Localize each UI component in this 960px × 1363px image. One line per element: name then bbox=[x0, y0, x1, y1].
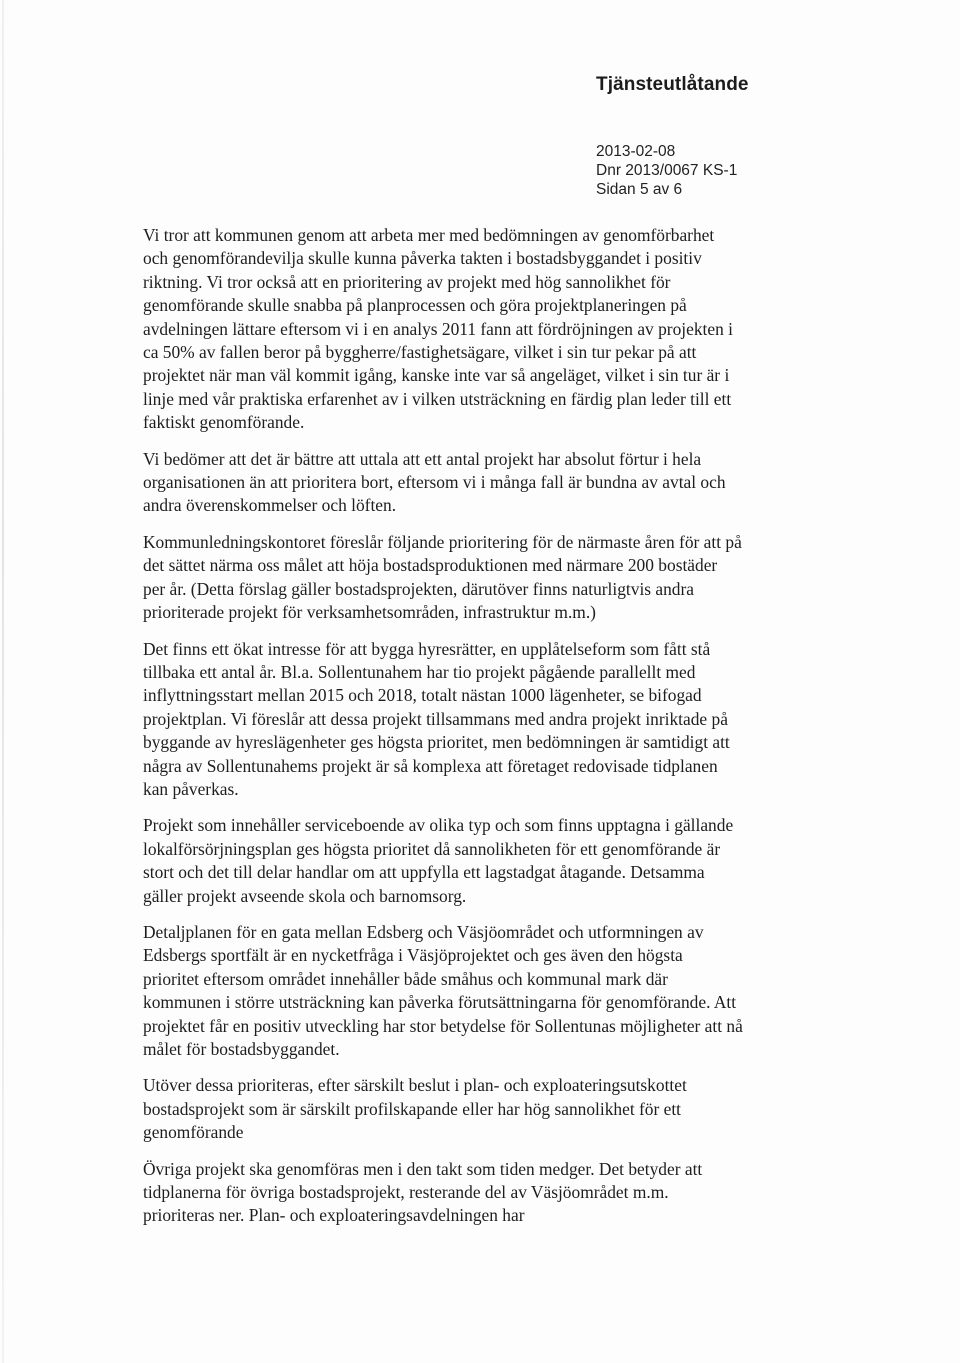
scan-edge bbox=[2, 0, 4, 1363]
document-header bbox=[596, 74, 936, 199]
document-reference-number: Dnr 2013/0067 KS-1 bbox=[596, 162, 738, 179]
paragraph: Detaljplanen för en gata mellan Edsberg och Väsjöområdet och utformningen av Edsbergs sportfält är en nycketfråga i Väsjöprojektet och ges även den högsta prioritet eftersom området innehåller både småhus och kommunal mark där kommunen i större utsträckning kan påverka förutsättningarna för genomförande. Att projektet får en positiv utveckling har stor betydelse för Sollentunas möjligheter att nå målet för bostadsbyggandet. bbox=[143, 921, 743, 1059]
page-number: Sidan 5 av 6 bbox=[596, 181, 683, 198]
paragraph: Vi bedömer att det är bättre att uttala att ett antal projekt har absolut förtur i hela organisationen än att prioritera bort, eftersom vi i många fall är bundna av avtal och andra överenskommelser och löften. bbox=[143, 448, 726, 516]
document-date: 2013-02-08 bbox=[596, 143, 676, 160]
document-meta bbox=[596, 142, 936, 199]
paragraph: Projekt som innehåller serviceboende av olika typ och som finns upptagna i gällande lokalförsörjningsplan ges högsta prioritet då sannolikheten för ett genomförande är stort och det till delar handlar om att uppfylla ett lagstadgat åtagande. Detsamma gäller projekt avseende skola och barnomsorg. bbox=[143, 815, 734, 906]
paragraph: Kommunledningskontoret föreslår följande prioritering för de närmaste åren för att på det sättet närma oss målet att höja bostadsproduktionen med närmare 200 bostäder per år. (Detta förslag gäller bostadsprojekten, därutöver finns naturligtvis andra prioriterade projekt för verksamhetsområden, infrastruktur m.m.) bbox=[143, 531, 742, 623]
paragraph: Det finns ett ökat intresse för att bygga hyresrätter, en upplåtelseform som fått stå tillbaka ett antal år. Bl.a. Sollentunahem har tio projekt pågående parallellt med inflyttningsstart mellan 2015 och 2018, totalt nästan 1000 lägenheter, se bifogad projektplan. Vi föreslår att dessa projekt tillsammans med andra projekt inriktade på byggande av hyreslägenheter ges högsta prioritet, men bedömningen är samtidigt att några av Sollentunahems projekt är så komplexa att företaget redovisade tidplanen kan påverkas. bbox=[143, 638, 730, 799]
paragraph: Vi tror att kommunen genom att arbeta mer med bedömningen av genomförbarhet och genomförandevilja skulle kunna påverka takten i bostadsbyggandet i positiv riktning. Vi tror också att en prioritering av projekt med hög sannolikhet för genomförande skulle snabba på planprocessen och göra projektplaneringen på avdelningen lättare eftersom vi i en analys 2011 fann att fördröjningen av projekten i ca 50% av fallen beror på byggherre/fastighetsägare, vilket i sin tur pekar på att projektet när man väl kommit igång, kanske inte var så angeläget, vilket i sin tur är i linje med vår praktiska erfarenhet av i vilken utsträckning en färdig plan leder till ett faktiskt genomförande. bbox=[143, 225, 733, 433]
document-title: Tjänsteutlåtande bbox=[596, 74, 749, 95]
paragraph: Utöver dessa prioriteras, efter särskilt beslut i plan- och exploateringsutskottet bostadsprojekt som är särskilt profilskapande eller har hög sannolikhet för ett genomförande bbox=[143, 1075, 687, 1143]
document-body bbox=[143, 224, 743, 1241]
paragraph: Övriga projekt ska genomföras men i den takt som tiden medger. Det betyder att tidplanerna för övriga bostadsprojekt, resterande del av Väsjöområdet m.m. prioriteras ner. Plan- och exploateringsavdelningen har bbox=[143, 1158, 703, 1226]
